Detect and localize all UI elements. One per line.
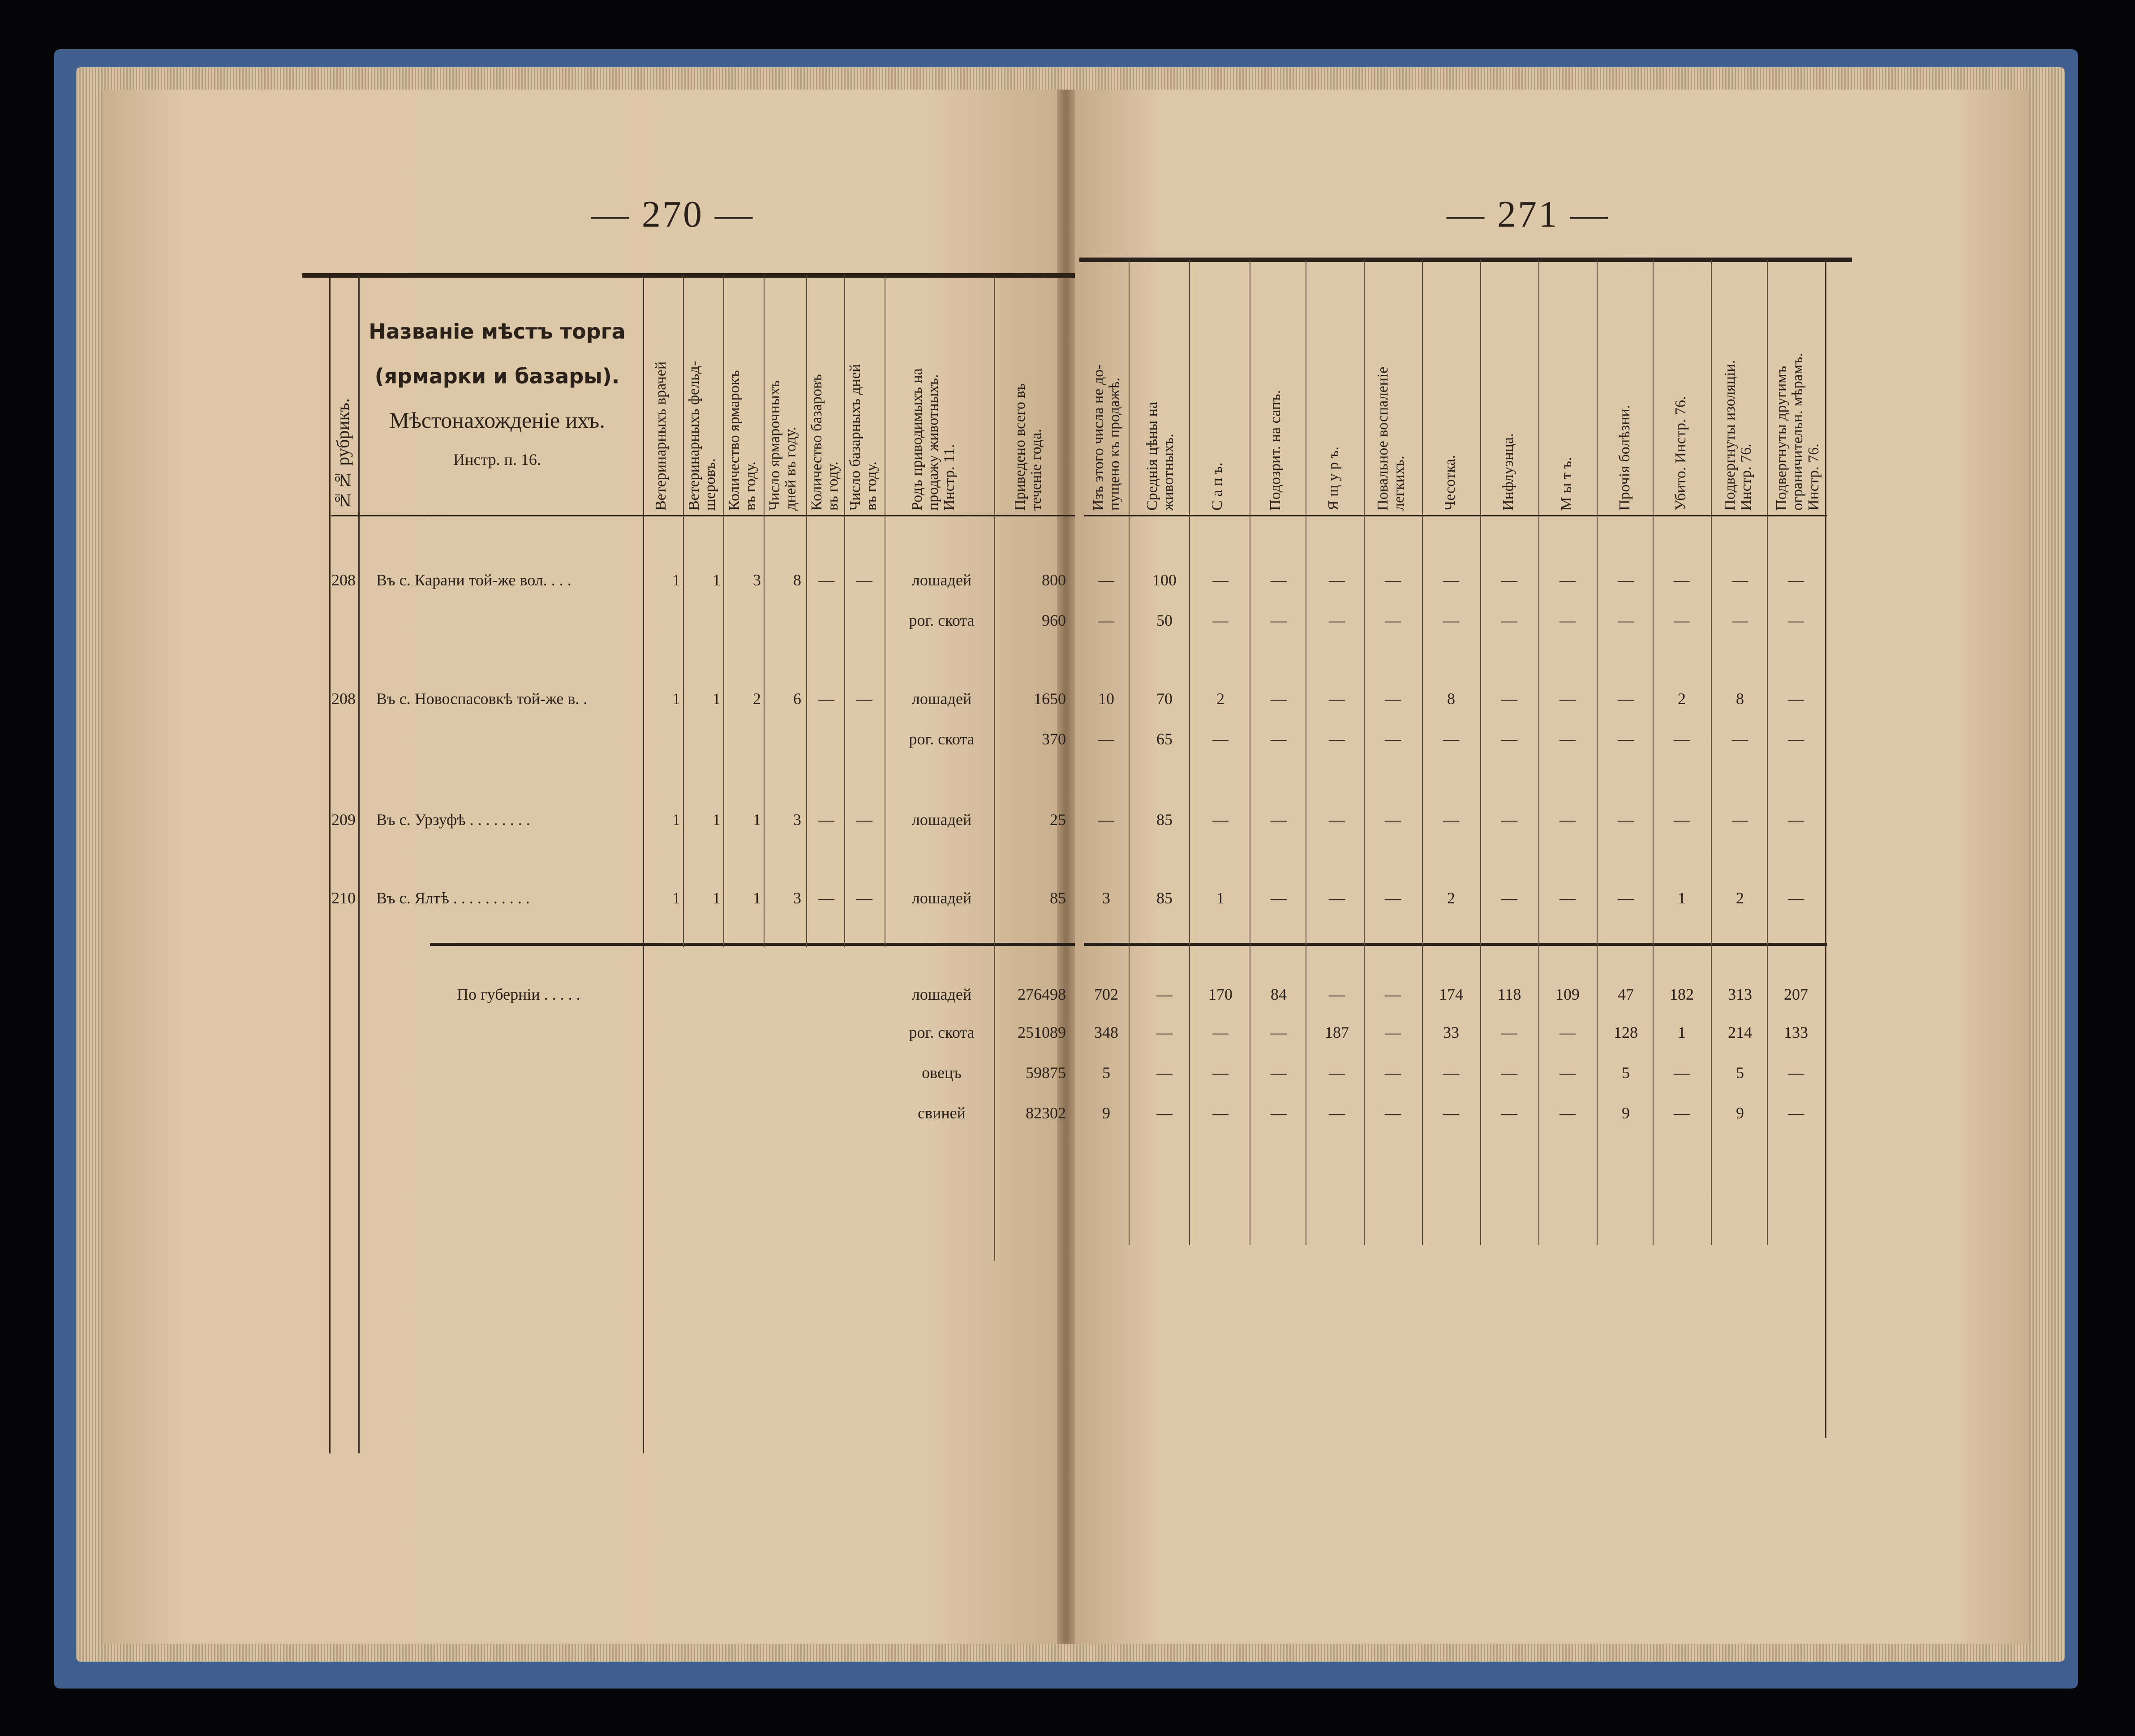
right-total-cell: 109: [1555, 985, 1580, 1003]
right-cell: —: [1618, 730, 1634, 748]
row-bazaar-days: —: [856, 690, 872, 708]
col-line: [844, 275, 845, 947]
header-fairs-count: Количество ярмарокъ въ году.: [726, 370, 759, 511]
row-feldshers: 1: [713, 690, 721, 708]
col-line: [806, 275, 807, 947]
header-not-admitted: Изъ этого числа не до- пущено къ продажѣ.: [1090, 364, 1123, 511]
right-total-cell: 33: [1443, 1023, 1459, 1041]
right-cell: —: [1618, 690, 1634, 708]
right-total-cell: —: [1559, 1104, 1576, 1122]
row-place: Въ с. Ялтѣ . . . . . . . . . .: [376, 889, 530, 907]
right-cell: —: [1674, 811, 1690, 829]
right-cell: —: [1618, 611, 1634, 629]
right-total-cell: 214: [1728, 1023, 1752, 1041]
header-other-diseases: Прочія болѣзни.: [1616, 405, 1633, 511]
right-cell: —: [1329, 690, 1345, 708]
right-total-cell: 313: [1728, 985, 1752, 1003]
col-line: [1767, 260, 1768, 1245]
right-cell: —: [1788, 730, 1804, 748]
total-brought: 82302: [1026, 1104, 1066, 1122]
header-rubric-no: №№ рубрикъ.: [333, 398, 353, 511]
place-title-line3: Мѣстонахожденіе ихъ.: [389, 408, 605, 433]
right-cell: —: [1674, 611, 1690, 629]
row-kind: лошадей: [911, 571, 972, 589]
right-cell: —: [1501, 611, 1517, 629]
right-total-cell: —: [1443, 1104, 1459, 1122]
header-avg-price: Среднія цѣны на животныхъ.: [1144, 402, 1177, 511]
right-cell: —: [1788, 571, 1804, 589]
right-cell: 2: [1678, 690, 1686, 708]
right-total-cell: —: [1501, 1104, 1517, 1122]
header-rule-left: [331, 515, 1075, 516]
totals-rule-left: [430, 943, 1075, 946]
right-cell: —: [1618, 811, 1634, 829]
col-line: [1653, 260, 1654, 1245]
row-feldshers: 1: [713, 811, 721, 829]
right-cell: —: [1271, 690, 1287, 708]
right-cell: —: [1385, 730, 1401, 748]
right-total-cell: —: [1329, 1064, 1345, 1082]
right-cell: —: [1385, 690, 1401, 708]
right-cell: 2: [1447, 889, 1455, 907]
right-total-cell: —: [1674, 1104, 1690, 1122]
right-total-cell: 187: [1325, 1023, 1349, 1041]
total-kind: рог. скота: [909, 1023, 975, 1041]
col-line: [1480, 260, 1481, 1245]
right-cell: —: [1501, 571, 1517, 589]
header-place-title: [358, 309, 636, 477]
right-total-cell: 702: [1094, 985, 1118, 1003]
header-bazaars-count: Количество базаровъ въ году.: [808, 374, 841, 511]
right-cell: —: [1559, 730, 1576, 748]
right-cell: 8: [1736, 690, 1744, 708]
row-brought: 85: [1050, 889, 1066, 907]
row-vets: 1: [672, 571, 680, 589]
col-line: [1538, 260, 1539, 1245]
right-cell: —: [1788, 611, 1804, 629]
right-cell: —: [1732, 611, 1748, 629]
col-line: [723, 275, 724, 947]
top-rule-right: [1079, 258, 1852, 262]
right-cell: —: [1212, 730, 1229, 748]
header-bazaar-days: Число базарныхъ дней въ году.: [847, 364, 880, 511]
header-killed: Убито. Инстр. 76.: [1672, 396, 1689, 511]
right-cell: —: [1732, 571, 1748, 589]
right-cell: —: [1559, 811, 1576, 829]
right-total-cell: —: [1385, 985, 1401, 1003]
row-feldshers: 1: [713, 889, 721, 907]
col-line: [764, 275, 765, 947]
row-kind: лошадей: [911, 811, 972, 829]
right-cell: —: [1271, 611, 1287, 629]
row-kind: лошадей: [911, 889, 972, 907]
right-cell: 100: [1152, 571, 1177, 589]
row-kind: рог. скота: [909, 730, 975, 748]
right-total-cell: —: [1559, 1064, 1576, 1082]
right-total-cell: 1: [1678, 1023, 1686, 1041]
right-cell: —: [1618, 889, 1634, 907]
row-fair-days: 6: [793, 690, 801, 708]
right-total-cell: —: [1156, 1023, 1173, 1041]
total-kind: овецъ: [922, 1064, 962, 1082]
right-total-cell: —: [1385, 1023, 1401, 1041]
row-fairs: 1: [753, 811, 761, 829]
right-cell: —: [1559, 690, 1576, 708]
col-line: [683, 275, 684, 947]
row-bazaar-days: —: [856, 889, 872, 907]
right-cell: —: [1271, 730, 1287, 748]
right-cell: —: [1271, 571, 1287, 589]
right-total-cell: 174: [1439, 985, 1463, 1003]
right-cell: —: [1559, 611, 1576, 629]
row-fairs: 2: [753, 690, 761, 708]
header-rule-right: [1084, 515, 1827, 516]
right-cell: 85: [1156, 811, 1173, 829]
right-cell: —: [1559, 889, 1576, 907]
header-glanders: С а п ъ.: [1209, 462, 1225, 511]
right-total-cell: —: [1271, 1023, 1287, 1041]
total-label: По губерніи . . . . .: [457, 985, 580, 1003]
right-total-cell: —: [1156, 985, 1173, 1003]
right-total-cell: 182: [1670, 985, 1694, 1003]
right-cell: —: [1212, 611, 1229, 629]
right-cell: —: [1501, 690, 1517, 708]
right-total-cell: 118: [1497, 985, 1521, 1003]
total-brought: 59875: [1026, 1064, 1066, 1082]
col-line: [643, 275, 644, 1453]
right-total-cell: 47: [1618, 985, 1634, 1003]
right-total-cell: —: [1443, 1064, 1459, 1082]
col-line: [1825, 260, 1826, 1438]
right-total-cell: 128: [1614, 1023, 1638, 1041]
right-total-cell: —: [1329, 1104, 1345, 1122]
header-animal-kind: Родъ приводимыхъ на продажу животныхъ. Инстр. 11.: [909, 368, 958, 511]
row-number: 209: [331, 811, 356, 829]
right-cell: —: [1443, 811, 1459, 829]
right-cell: —: [1098, 811, 1114, 829]
right-total-cell: 5: [1102, 1064, 1110, 1082]
right-cell: 85: [1156, 889, 1173, 907]
right-cell: 10: [1098, 690, 1114, 708]
right-cell: —: [1212, 811, 1229, 829]
totals-rule-right: [1084, 943, 1827, 946]
row-vets: 1: [672, 811, 680, 829]
col-line: [1422, 260, 1423, 1245]
right-total-cell: —: [1212, 1064, 1229, 1082]
right-cell: —: [1674, 571, 1690, 589]
row-number: 208: [331, 571, 356, 589]
right-cell: —: [1732, 811, 1748, 829]
book-gutter: [1057, 90, 1075, 1644]
right-total-cell: —: [1156, 1064, 1173, 1082]
row-fair-days: 3: [793, 889, 801, 907]
row-vets: 1: [672, 690, 680, 708]
right-cell: —: [1501, 889, 1517, 907]
right-total-cell: 9: [1622, 1104, 1630, 1122]
header-brought-total: Приведено всего въ теченіе года.: [1012, 383, 1044, 511]
row-bazaars: —: [818, 811, 834, 829]
row-bazaar-days: —: [856, 811, 872, 829]
right-cell: —: [1443, 571, 1459, 589]
right-total-cell: —: [1271, 1104, 1287, 1122]
right-total-cell: 348: [1094, 1023, 1118, 1041]
row-fair-days: 3: [793, 811, 801, 829]
right-total-cell: 84: [1271, 985, 1287, 1003]
right-cell: —: [1329, 889, 1345, 907]
right-total-cell: —: [1501, 1023, 1517, 1041]
row-fairs: 3: [753, 571, 761, 589]
right-cell: —: [1559, 571, 1576, 589]
right-cell: —: [1329, 730, 1345, 748]
right-cell: 2: [1736, 889, 1744, 907]
right-cell: —: [1732, 730, 1748, 748]
col-line: [1711, 260, 1712, 1245]
right-total-cell: 9: [1102, 1104, 1110, 1122]
right-total-cell: —: [1329, 985, 1345, 1003]
row-bazaars: —: [818, 889, 834, 907]
row-place: Въ с. Урзуфѣ . . . . . . . .: [376, 811, 530, 829]
right-cell: —: [1385, 611, 1401, 629]
right-total-cell: —: [1385, 1064, 1401, 1082]
right-total-cell: 170: [1208, 985, 1233, 1003]
right-cell: 65: [1156, 730, 1173, 748]
col-line: [329, 275, 331, 1453]
row-kind: лошадей: [911, 690, 972, 708]
header-strangles: М ы т ъ.: [1558, 457, 1575, 511]
header-fair-days: Число ярмарочныхъ дней въ году.: [766, 380, 799, 511]
col-line: [1364, 260, 1365, 1245]
right-cell: 3: [1102, 889, 1110, 907]
right-cell: 70: [1156, 690, 1173, 708]
right-total-cell: —: [1674, 1064, 1690, 1082]
header-pleuropneumonia: Повальное воспаленіе легкихъ.: [1375, 366, 1407, 511]
right-total-cell: —: [1156, 1104, 1173, 1122]
row-brought: 1650: [1034, 690, 1066, 708]
col-line: [1189, 260, 1190, 1245]
row-bazaars: —: [818, 571, 834, 589]
row-number: 208: [331, 690, 356, 708]
place-title-line4: Инстр. п. 16.: [453, 451, 541, 468]
right-total-cell: —: [1501, 1064, 1517, 1082]
right-cell: —: [1385, 811, 1401, 829]
row-fair-days: 8: [793, 571, 801, 589]
row-vets: 1: [672, 889, 680, 907]
row-brought: 370: [1042, 730, 1066, 748]
total-brought: 276498: [1018, 985, 1066, 1003]
place-title-line2: (ярмарки и базары).: [374, 364, 620, 388]
header-feldshers: Ветеринарныхъ фельд- шеровъ.: [686, 361, 718, 511]
header-other-measures: Подвергнуты другимъ ограничительн. мѣрамъ. Инстр. 76.: [1773, 352, 1822, 511]
row-number: 210: [331, 889, 356, 907]
right-total-cell: 207: [1784, 985, 1808, 1003]
row-kind: рог. скота: [909, 611, 975, 629]
right-cell: —: [1501, 811, 1517, 829]
col-line: [1129, 260, 1130, 1245]
right-cell: —: [1443, 730, 1459, 748]
row-place: Въ с. Карани той-же вол. . . .: [376, 571, 571, 589]
right-cell: —: [1788, 889, 1804, 907]
row-place: Въ с. Новоспасовкѣ той-же в. .: [376, 690, 588, 708]
row-bazaar-days: —: [856, 571, 872, 589]
right-cell: —: [1098, 611, 1114, 629]
right-cell: —: [1788, 690, 1804, 708]
row-feldshers: 1: [713, 571, 721, 589]
right-cell: —: [1271, 811, 1287, 829]
right-total-cell: —: [1212, 1023, 1229, 1041]
right-cell: —: [1212, 571, 1229, 589]
right-cell: —: [1329, 571, 1345, 589]
right-cell: —: [1443, 611, 1459, 629]
right-total-cell: —: [1788, 1104, 1804, 1122]
right-cell: —: [1385, 571, 1401, 589]
right-cell: —: [1788, 811, 1804, 829]
col-line: [994, 275, 995, 1261]
row-brought: 800: [1042, 571, 1066, 589]
row-brought: 960: [1042, 611, 1066, 629]
right-total-cell: 133: [1784, 1023, 1808, 1041]
total-kind: свиней: [918, 1104, 966, 1122]
col-line: [1597, 260, 1598, 1245]
header-suspected-glanders: Подозрит. на сапъ.: [1267, 390, 1284, 511]
right-cell: —: [1098, 730, 1114, 748]
page-number-left: — 270 —: [591, 193, 754, 235]
top-rule-left: [302, 273, 1075, 278]
place-title-line1: Названіе мѣстъ торга: [369, 319, 626, 344]
right-cell: 1: [1216, 889, 1224, 907]
right-cell: 50: [1156, 611, 1173, 629]
right-cell: 1: [1678, 889, 1686, 907]
header-vets: Ветеринарныхъ врачей: [653, 361, 669, 511]
right-cell: —: [1385, 889, 1401, 907]
right-total-cell: 5: [1736, 1064, 1744, 1082]
total-kind: лошадей: [911, 985, 972, 1003]
right-cell: —: [1501, 730, 1517, 748]
right-total-cell: —: [1788, 1064, 1804, 1082]
right-total-cell: —: [1212, 1104, 1229, 1122]
row-bazaars: —: [818, 690, 834, 708]
right-cell: —: [1674, 730, 1690, 748]
right-cell: 8: [1447, 690, 1455, 708]
header-foot-mouth: Я щ у р ъ.: [1325, 447, 1342, 511]
right-cell: 2: [1216, 690, 1224, 708]
right-cell: —: [1618, 571, 1634, 589]
right-total-cell: 9: [1736, 1104, 1744, 1122]
right-total-cell: 5: [1622, 1064, 1630, 1082]
right-total-cell: —: [1271, 1064, 1287, 1082]
page-number-right: — 271 —: [1447, 193, 1610, 235]
total-brought: 251089: [1018, 1023, 1066, 1041]
header-scabies: Чесотка.: [1442, 455, 1458, 511]
row-fairs: 1: [753, 889, 761, 907]
right-cell: —: [1098, 571, 1114, 589]
right-cell: —: [1329, 611, 1345, 629]
right-cell: —: [1271, 889, 1287, 907]
row-brought: 25: [1050, 811, 1066, 829]
right-cell: —: [1329, 811, 1345, 829]
header-influenza: Инфлуэнца.: [1500, 433, 1516, 511]
right-total-cell: —: [1385, 1104, 1401, 1122]
header-isolated: Подвергнуты изоляціи. Инстр. 76.: [1722, 360, 1754, 511]
right-total-cell: —: [1559, 1023, 1576, 1041]
